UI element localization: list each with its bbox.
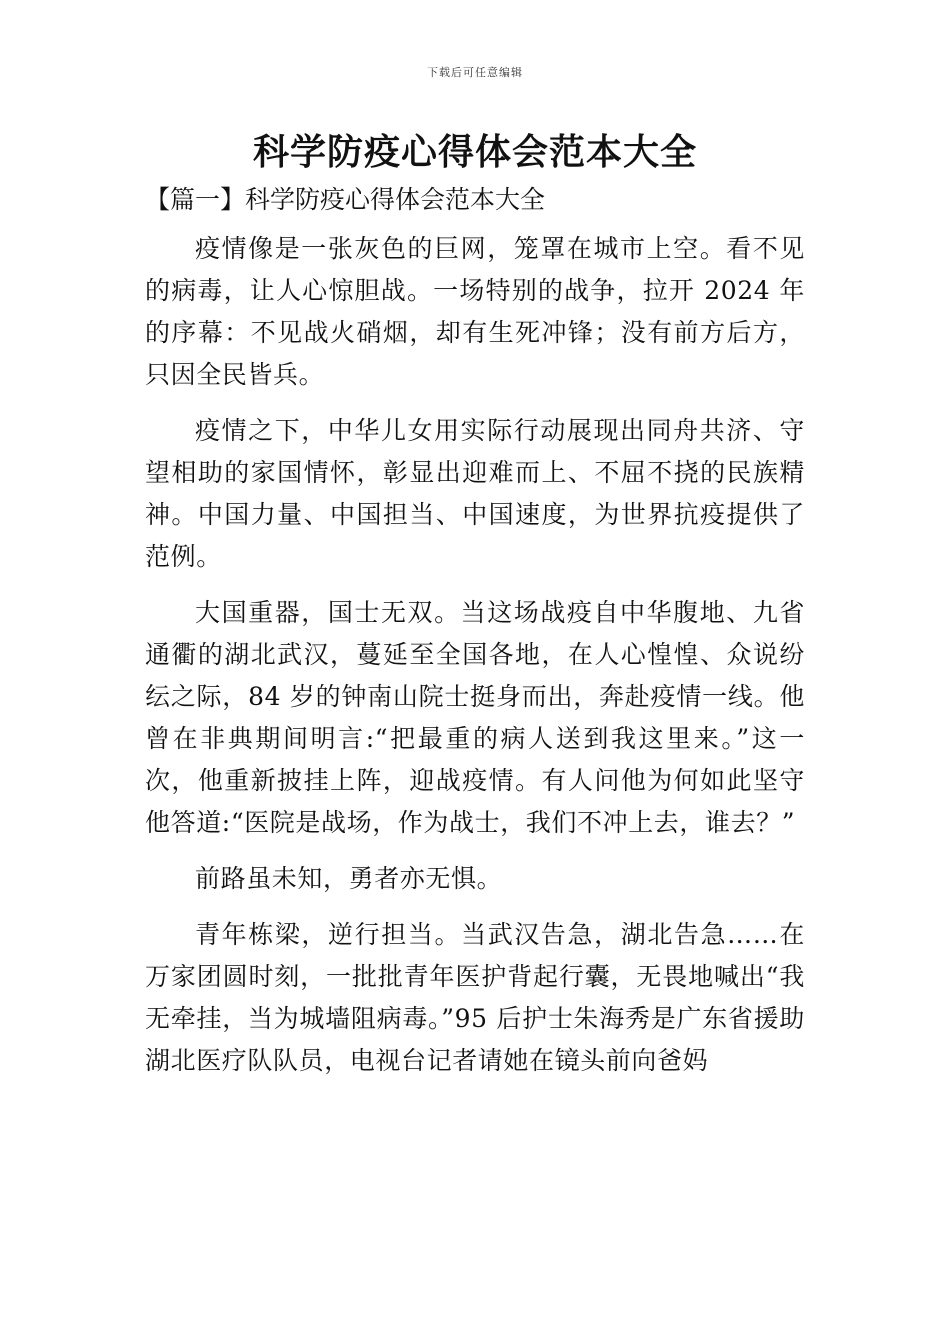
- document-title: 科学防疫心得体会范本大全: [252, 132, 697, 173]
- paragraph: 大国重器，国士无双。当这场战疫自中华腹地、九省通衢的湖北武汉，蔓延至全国各地，在人心惶惶、众说纷纭之际，84 岁的钟南山院士挺身而出，奔赴疫情一线。他曾在非典期间明言:“把最重的病人送到我这里来。”这一次，他重新披挂上阵，迎战疫情。有人问他为何如此坚守他答道:“医院是战场，作为战士，我们不冲上去，谁去？”: [145, 598, 805, 837]
- section-heading: 【篇一】科学防疫心得体会范本大全: [145, 185, 546, 214]
- header-note: 下载后可任意编辑: [427, 66, 523, 79]
- paragraph: 青年栋梁，逆行担当。当武汉告急，湖北告急……在万家团圆时刻，一批批青年医护背起行囊，无畏地喊出“我无牵挂，当为城墙阻病毒。”95 后护士朱海秀是广东省援助湖北医疗队队员，电视台记者请她在镜头前向爸妈: [145, 920, 805, 1075]
- paragraph: 疫情像是一张灰色的巨网，笼罩在城市上空。看不见的病毒，让人心惊胆战。一场特别的战争，拉开 2024 年的序幕：不见战火硝烟，却有生死冲锋；没有前方后方，只因全民皆兵。: [145, 234, 805, 389]
- paragraph: 前路虽未知，勇者亦无惧。: [195, 864, 503, 893]
- paragraph: 疫情之下，中华儿女用实际行动展现出同舟共济、守望相助的家国情怀，彰显出迎难而上、不屈不挠的民族精神。中国力量、中国担当、中国速度，为世界抗疫提供了范例。: [145, 416, 805, 571]
- article-body: [145, 228, 805, 1096]
